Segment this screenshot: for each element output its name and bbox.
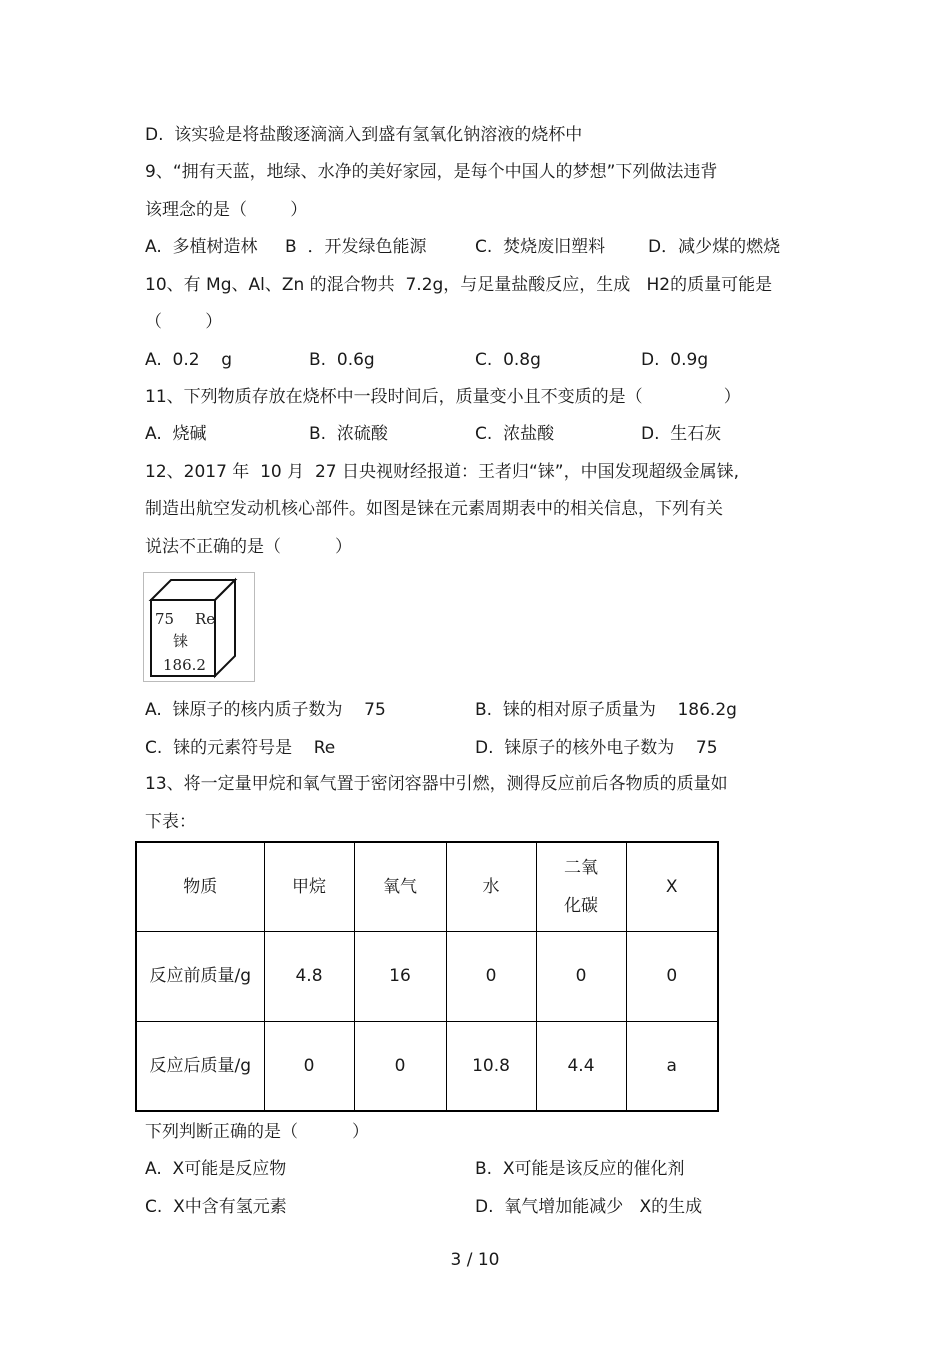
table-header-cell: 物质 [136,842,264,931]
q12-stem-line1: 12、2017 年 10 月 27 日央视财经报道：王者归“铼”，中国发现超级金属铼, [145,462,740,482]
q10-option-d: D. 0.9g [641,350,709,370]
table-header-cell: X [626,842,718,931]
mass-table [135,841,719,1112]
table-cell: 0 [536,931,626,1021]
table-header-row [136,842,718,931]
q11-option-a: A. 烧碱 [145,424,207,444]
q13-stem-line3: 下列判断正确的是（ ） [145,1122,370,1142]
table-row [136,1021,718,1111]
table-cell: 0 [264,1021,354,1111]
q10-option-c: C. 0.8g [475,350,541,370]
q10-option-a: A. 0.2 g [145,350,232,370]
q9-option-a: A. 多植树造林 [145,237,258,257]
q13-stem-line2: 下表： [145,812,196,832]
q9-option-d: D．减少煤的燃烧 [648,237,781,257]
table-cell: 0 [626,931,718,1021]
q11-option-d: D. 生石灰 [641,424,722,444]
table-header-cell: 水 [446,842,536,931]
q10-option-b: B. 0.6g [309,350,375,370]
table-cell: 10.8 [446,1021,536,1111]
tile-atomic-number: 75 [155,610,175,628]
q8-option-d: D. 该实验是将盐酸逐滴滴入到盛有氢氧化钠溶液的烧杯中 [145,125,583,145]
q10-stem-line1: 10、有 Mg、Al、Zn 的混合物共 7.2g，与足量盐酸反应，生成 H2的质量可能是 [145,275,773,295]
table-header-cell: 氧气 [354,842,446,931]
q13-option-d: D. 氧气增加能减少 X的生成 [475,1197,703,1217]
q11-option-b: B. 浓硫酸 [309,424,388,444]
table-header-cell: 二氧化碳 [536,842,626,931]
table-cell: 4.8 [264,931,354,1021]
tile-atomic-mass: 186.2 [163,656,206,674]
q12-option-c: C. 铼的元素符号是 Re [145,738,336,758]
q9-stem-line2: 该理念的是（ ） [145,200,308,220]
table-cell: 0 [354,1021,446,1111]
rhenium-element-tile [143,572,255,682]
q10-stem-line2: （ ） [145,312,223,332]
q9-option-c: C. 焚烧废旧塑料 [475,237,606,257]
table-cell: 4.4 [536,1021,626,1111]
q11-option-c: C. 浓盐酸 [475,424,555,444]
q9-stem-line1: 9、“拥有天蓝，地绿、水净的美好家园，是每个中国人的梦想”下列做法违背 [145,162,718,182]
q13-option-c: C. X中含有氢元素 [145,1197,287,1217]
q13-option-b: B. X可能是该反应的催化剂 [475,1159,685,1179]
q12-option-b: B. 铼的相对原子质量为 186.2g [475,700,737,720]
q11-stem: 11、下列物质存放在烧杯中一段时间后，质量变小且不变质的是（ ） [145,387,741,407]
table-cell: 16 [354,931,446,1021]
table-header-cell: 甲烷 [264,842,354,931]
q12-option-a: A. 铼原子的核内质子数为 75 [145,700,386,720]
q12-option-d: D. 铼原子的核外电子数为 75 [475,738,718,758]
q12-stem-line2: 制造出航空发动机核心部件。如图是铼在元素周期表中的相关信息，下列有关 [145,499,723,519]
table-cell: a [626,1021,718,1111]
table-cell: 0 [446,931,536,1021]
q12-stem-line3: 说法不正确的是（ ） [145,537,353,557]
tile-element-name: 铼 [173,632,189,650]
q13-option-a: A. X可能是反应物 [145,1159,287,1179]
table-row-label: 反应前质量/g [136,931,264,1021]
q9-option-b: B ．开发绿色能源 [285,237,427,257]
table-row [136,931,718,1021]
tile-symbol: Re [195,610,216,628]
table-row-label: 反应后质量/g [136,1021,264,1111]
element-cube-figure [143,572,255,682]
page-number: 3 / 10 [450,1250,500,1270]
q13-stem-line1: 13、将一定量甲烷和氧气置于密闭容器中引燃，测得反应前后各物质的质量如 [145,774,728,794]
